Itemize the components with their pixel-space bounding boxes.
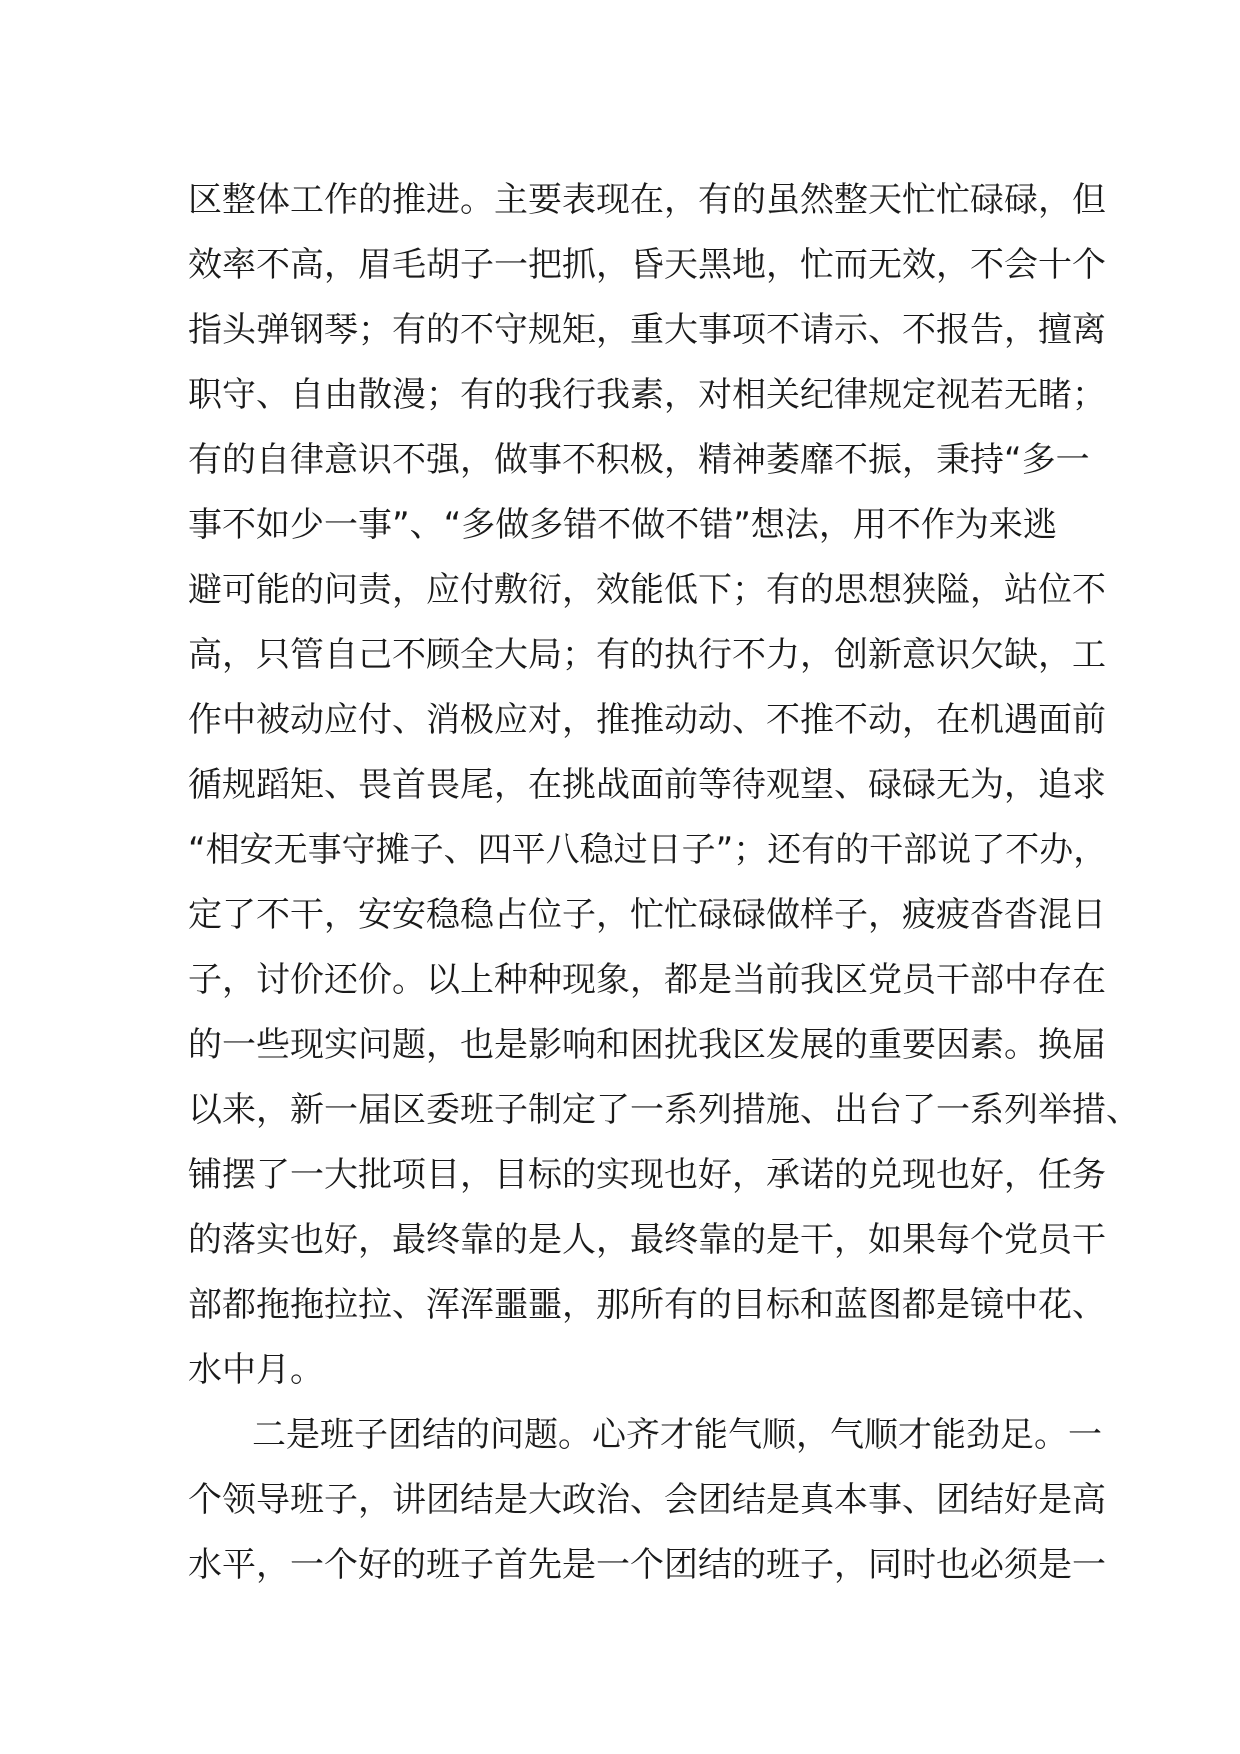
paragraph-line: 指头弹钢琴；有的不守规矩，重大事项不请示、不报告，擅离	[188, 310, 1106, 350]
paragraph-line: 铺摆了一大批项目，目标的实现也好，承诺的兑现也好，任务	[188, 1155, 1106, 1195]
document-body	[188, 168, 1140, 1598]
paragraph-1	[188, 168, 1140, 1403]
paragraph-line: 以来，新一届区委班子制定了一系列措施、出台了一系列举措、	[188, 1090, 1140, 1130]
paragraph-line: 部都拖拖拉拉、浑浑噩噩，那所有的目标和蓝图都是镜中花、	[188, 1285, 1106, 1325]
paragraph-line: 事不如少一事”、“多做多错不做不错”想法，用不作为来逃	[188, 505, 1057, 545]
paragraph-line: 子，讨价还价。以上种种现象，都是当前我区党员干部中存在	[188, 960, 1106, 1000]
paragraph-line: 的落实也好，最终靠的是人，最终靠的是干，如果每个党员干	[188, 1220, 1106, 1260]
paragraph-line: 水平，一个好的班子首先是一个团结的班子，同时也必须是一	[188, 1545, 1106, 1585]
paragraph-2	[188, 1403, 1106, 1598]
paragraph-line: 区整体工作的推进。主要表现在，有的虽然整天忙忙碌碌，但	[188, 180, 1106, 220]
paragraph-line: 效率不高，眉毛胡子一把抓，昏天黑地，忙而无效，不会十个	[188, 245, 1106, 285]
paragraph-line: 作中被动应付、消极应对，推推动动、不推不动，在机遇面前	[188, 700, 1106, 740]
paragraph-line: 高，只管自己不顾全大局；有的执行不力，创新意识欠缺，工	[188, 635, 1106, 675]
paragraph-line: 有的自律意识不强，做事不积极，精神萎靡不振，秉持“多一	[188, 440, 1090, 480]
paragraph-line: 循规蹈矩、畏首畏尾，在挑战面前等待观望、碌碌无为，追求	[188, 765, 1106, 805]
paragraph-line: 个领导班子，讲团结是大政治、会团结是真本事、团结好是高	[188, 1480, 1106, 1520]
paragraph-line: 的一些现实问题，也是影响和困扰我区发展的重要因素。换届	[188, 1025, 1106, 1065]
paragraph-line: 避可能的问责，应付敷衍，效能低下；有的思想狭隘，站位不	[188, 570, 1106, 610]
paragraph-line: 职守、自由散漫；有的我行我素，对相关纪律规定视若无睹；	[188, 375, 1106, 415]
paragraph-line: 水中月。	[188, 1350, 324, 1390]
paragraph-line: “相安无事守摊子、四平八稳过日子”；还有的干部说了不办，	[188, 830, 1108, 870]
paragraph-line: 二是班子团结的问题。心齐才能气顺，气顺才能劲足。一	[252, 1415, 1102, 1455]
paragraph-line: 定了不干，安安稳稳占位子，忙忙碌碌做样子，疲疲沓沓混日	[188, 895, 1106, 935]
